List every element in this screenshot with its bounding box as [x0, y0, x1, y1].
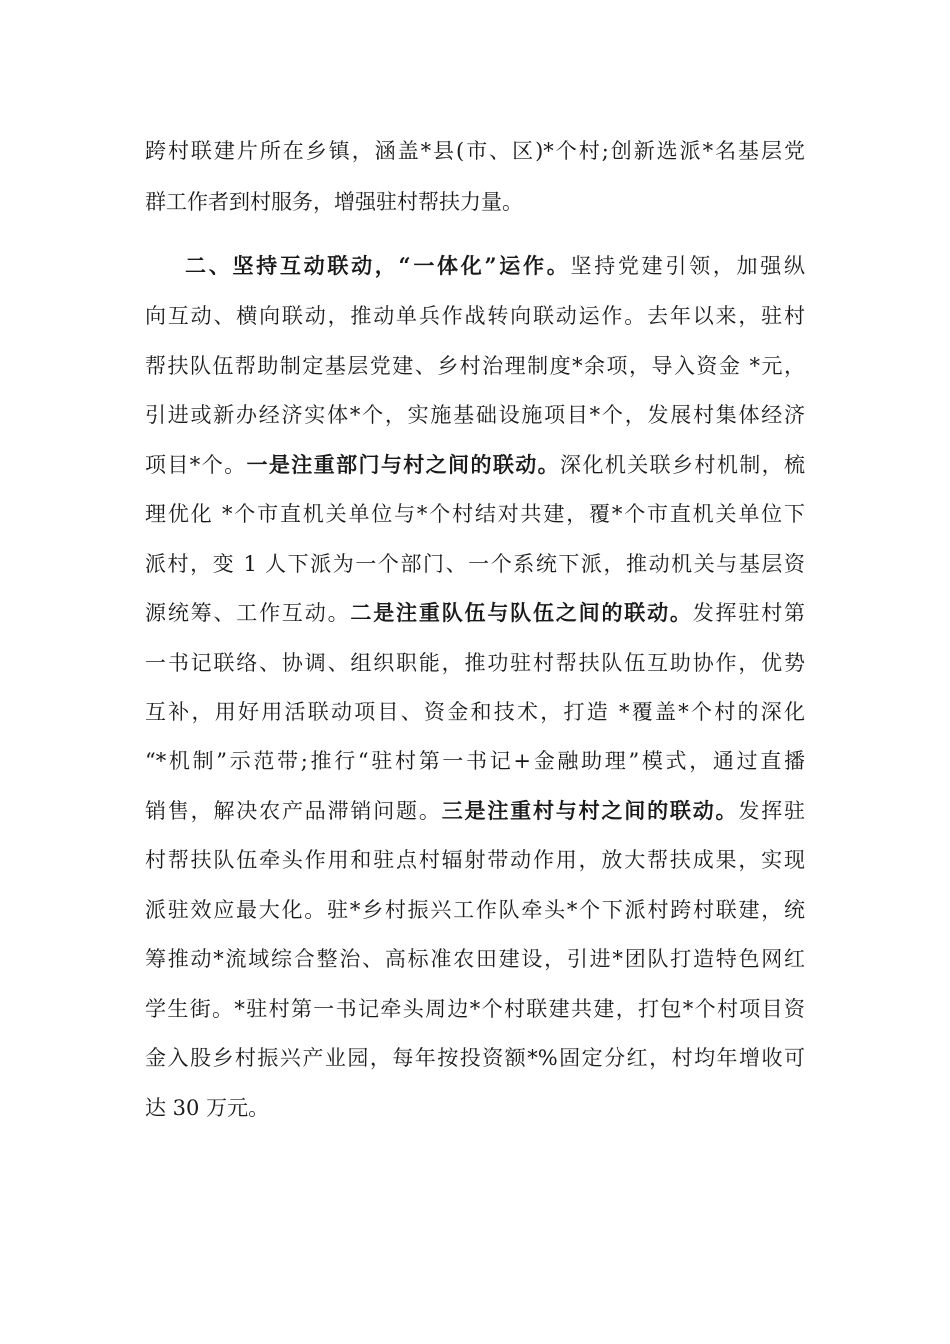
text-run: 引进或新办经济实体*个，实施基础设施项目*个，发展村集体经济 [145, 403, 805, 427]
text-line [145, 939, 805, 979]
text-line [145, 989, 805, 1029]
text-run: 发挥驻村第 [692, 601, 806, 625]
text-run: 派村，变 1 人下派为一个部门、一个系统下派，推动机关与基层资 [145, 552, 805, 576]
text-run: 金入股乡村振兴产业园，每年按投资额*%固定分红，村均年增收可 [145, 1046, 805, 1070]
text-run: 群工作者到村服务，增强驻村帮扶力量。 [145, 190, 523, 214]
text-line [145, 643, 805, 683]
text-run: 向互动、横向联动，推动单兵作战转向联动运作。去年以来，驻村 [145, 304, 805, 328]
text-line [145, 692, 805, 732]
bold-subheading: 一是注重部门与村之间的联动。 [246, 452, 561, 477]
text-run: 学生街。*驻村第一书记牵头周边*个村联建共建，打包*个村项目资 [145, 997, 805, 1021]
bold-subheading: 三是注重村与村之间的联动。 [441, 798, 739, 823]
text-run: 跨村联建片所在乡镇，涵盖*县(市、区)*个村;创新选派*名基层党 [145, 139, 805, 163]
text-run: 坚持党建引领，加强纵 [570, 254, 805, 278]
bold-subheading: 二是注重队伍与队伍之间的联动。 [350, 600, 693, 625]
text-run: 一书记联络、协调、组织职能，推功驻村帮扶队伍互助协作，优势 [145, 651, 805, 675]
text-line [145, 544, 805, 584]
text-line [145, 741, 805, 781]
text-line [145, 296, 805, 336]
text-run: 派驻效应最大化。驻*乡村振兴工作队牵头*个下派村跨村联建，统 [145, 898, 805, 922]
text-run: 发挥驻 [738, 799, 806, 823]
text-run: 筹推动*流域综合整治、高标准农田建设，引进*团队打造特色网红 [145, 947, 805, 971]
section-heading-line [185, 246, 805, 286]
text-run: 村帮扶队伍牵头作用和驻点村辐射带动作用，放大帮扶成果，实现 [145, 848, 805, 872]
text-line [145, 395, 805, 435]
text-line [145, 593, 805, 633]
text-line [145, 1088, 805, 1128]
text-run: 达 30 万元。 [145, 1096, 270, 1120]
text-run: 项目*个。 [145, 453, 247, 477]
text-line [145, 131, 805, 171]
text-line [145, 346, 805, 386]
text-line [145, 791, 805, 831]
text-run: 理优化 *个市直机关单位与*个村结对共建，覆*个市直机关单位下 [145, 502, 805, 526]
text-line [145, 494, 805, 534]
text-line [145, 1038, 805, 1078]
text-line [145, 182, 805, 222]
text-run: 销售，解决农产品滞销问题。 [145, 799, 442, 823]
text-run: “*机制”示范带;推行“驻村第一书记+金融助理”模式，通过直播 [145, 749, 805, 773]
text-line [145, 890, 805, 930]
section-heading: 二、坚持互动联动，“一体化”运作。 [185, 253, 571, 278]
text-line [145, 840, 805, 880]
text-run: 源统筹、工作互动。 [145, 601, 351, 625]
text-run: 帮扶队伍帮助制定基层党建、乡村治理制度*余项，导入资金 *元， [145, 354, 805, 378]
text-run: 互补，用好用活联动项目、资金和技术，打造 *覆盖*个村的深化 [145, 700, 805, 724]
text-line [145, 445, 805, 485]
text-run: 深化机关联乡村机制，梳 [560, 453, 806, 477]
